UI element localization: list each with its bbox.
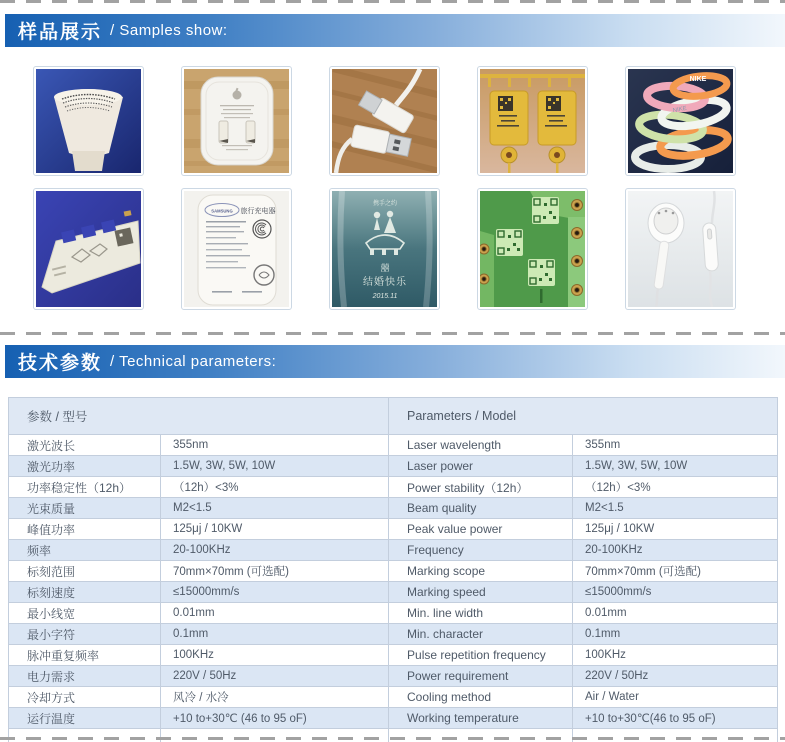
table-row	[9, 435, 778, 456]
table-header-en: Parameters / Model	[389, 398, 778, 435]
param-value-en: 1.5W, 3W, 5W, 10W	[573, 456, 778, 477]
param-label-zh: 最小线宽	[9, 603, 161, 624]
table-row	[9, 708, 778, 729]
table-row	[9, 561, 778, 582]
param-label-zh: 标刻范围	[9, 561, 161, 582]
top-dashed-divider	[0, 0, 785, 3]
param-label-zh: 运行温度	[9, 708, 161, 729]
param-label-en: Laser power	[389, 456, 573, 477]
param-label-en: Power requirement	[389, 666, 573, 687]
parameters-title-en: / Technical parameters:	[110, 353, 277, 370]
sample-photo-printed-bulb	[33, 66, 144, 176]
glass-text-line2: 囍	[380, 263, 390, 273]
param-label-en: Laser wavelength	[389, 435, 573, 456]
samples-section-banner	[5, 14, 785, 47]
table-row	[9, 624, 778, 645]
earphones-image	[628, 191, 733, 307]
param-value-en: 20-100KHz	[573, 540, 778, 561]
charger-title-text: 旅行充电器	[240, 208, 276, 215]
sample-photo-security-seals	[477, 66, 588, 176]
sample-photo-glass-engraving	[329, 188, 440, 310]
param-value-zh: 20-100KHz	[161, 540, 389, 561]
param-label-en: Peak value power	[389, 519, 573, 540]
param-label-en: Power stability（12h）	[389, 477, 573, 498]
param-value-zh: 风冷 / 水冷	[161, 687, 389, 708]
table-row	[9, 645, 778, 666]
security-seals-image	[480, 69, 585, 173]
sample-photo-usb-cable	[329, 66, 440, 176]
param-label-en: Pulse repetition frequency	[389, 645, 573, 666]
param-value-zh: 220V / 50Hz	[161, 666, 389, 687]
param-value-en: 220V / 50Hz	[573, 666, 778, 687]
param-value-zh: ≤15000mm/s	[161, 582, 389, 603]
sample-photo-earphones	[625, 188, 736, 310]
param-value-en: 125μj / 10KW	[573, 519, 778, 540]
param-value-en: （12h）<3%	[573, 477, 778, 498]
table-header-row	[9, 398, 778, 435]
table-row	[9, 603, 778, 624]
param-label-zh: 冷却方式	[9, 687, 161, 708]
param-value-en: 355nm	[573, 435, 778, 456]
param-value-zh: 0.01mm	[161, 603, 389, 624]
param-label-zh: 激光波长	[9, 435, 161, 456]
sample-photo-apple-charger	[181, 66, 292, 176]
middle-dashed-divider	[0, 332, 785, 335]
bottom-dashed-divider	[0, 737, 785, 740]
param-value-zh: M2<1.5	[161, 498, 389, 519]
samsung-charger-image	[184, 191, 289, 307]
sample-photo-samsung-charger	[181, 188, 292, 310]
param-label-en: Marking speed	[389, 582, 573, 603]
samsung-logo-text: SAMSUNG	[211, 208, 233, 214]
glass-text-line1: 携手之约	[372, 201, 398, 207]
table-row	[9, 666, 778, 687]
param-value-zh: 0.1mm	[161, 624, 389, 645]
technical-parameters-table	[8, 397, 778, 742]
param-label-zh: 频率	[9, 540, 161, 561]
param-label-zh: 最小字符	[9, 624, 161, 645]
param-value-zh: +10 to+30℃ (46 to 95 oF)	[161, 708, 389, 729]
pcb-qr-image	[480, 191, 585, 307]
wristband-nike-text: NIKE	[689, 76, 707, 83]
table-row	[9, 477, 778, 498]
sample-photo-pcb-qr	[477, 188, 588, 310]
sample-photo-wristbands	[625, 66, 736, 176]
param-value-en: 70mm×70mm (可选配)	[573, 561, 778, 582]
table-row	[9, 456, 778, 477]
parameters-section-banner	[5, 345, 785, 378]
param-value-en: ≤15000mm/s	[573, 582, 778, 603]
samples-title-en: / Samples show:	[110, 22, 228, 39]
glass-text-line3: 结婚快乐	[363, 277, 407, 288]
param-label-en: Min. character	[389, 624, 573, 645]
parameters-title-zh: 技术参数	[18, 353, 103, 374]
param-label-en: Marking scope	[389, 561, 573, 582]
table-row	[9, 540, 778, 561]
param-value-zh: 70mm×70mm (可选配)	[161, 561, 389, 582]
table-row	[9, 687, 778, 708]
param-value-en: 100KHz	[573, 645, 778, 666]
param-value-en: +10 to+30℃(46 to 95 oF)	[573, 708, 778, 729]
sample-photo-module-qr	[33, 188, 144, 310]
param-label-zh: 脉冲重复频率	[9, 645, 161, 666]
wristband-nike-text-2: NIKE	[672, 105, 688, 115]
module-qr-image	[36, 191, 141, 307]
wristbands-image	[628, 69, 733, 173]
usb-cable-image	[332, 69, 437, 173]
param-label-zh: 光束质量	[9, 498, 161, 519]
param-value-en: 0.01mm	[573, 603, 778, 624]
param-value-zh: （12h）<3%	[161, 477, 389, 498]
table-row	[9, 582, 778, 603]
param-label-en: Cooling method	[389, 687, 573, 708]
glass-text-line4: 2015.11	[372, 293, 398, 300]
apple-charger-image	[184, 69, 289, 173]
samples-row-2	[33, 188, 736, 310]
table-row	[9, 498, 778, 519]
param-label-en: Min. line width	[389, 603, 573, 624]
param-label-zh: 标刻速度	[9, 582, 161, 603]
param-label-zh: 功率稳定性（12h）	[9, 477, 161, 498]
glass-engraving-image	[332, 191, 437, 307]
param-label-zh: 电力需求	[9, 666, 161, 687]
param-label-en: Beam quality	[389, 498, 573, 519]
param-value-zh: 125μj / 10KW	[161, 519, 389, 540]
param-value-zh: 100KHz	[161, 645, 389, 666]
param-value-en: M2<1.5	[573, 498, 778, 519]
param-label-en: Working temperature	[389, 708, 573, 729]
param-value-zh: 355nm	[161, 435, 389, 456]
param-value-en: 0.1mm	[573, 624, 778, 645]
table-header-zh: 参数 / 型号	[9, 398, 389, 435]
param-label-en: Frequency	[389, 540, 573, 561]
table-row	[9, 519, 778, 540]
param-label-zh: 峰值功率	[9, 519, 161, 540]
param-value-zh: 1.5W, 3W, 5W, 10W	[161, 456, 389, 477]
printed-bulb-image	[36, 69, 141, 173]
samples-row-1	[33, 66, 736, 176]
param-label-zh: 激光功率	[9, 456, 161, 477]
param-value-en: Air / Water	[573, 687, 778, 708]
samples-title-zh: 样品展示	[18, 22, 103, 43]
